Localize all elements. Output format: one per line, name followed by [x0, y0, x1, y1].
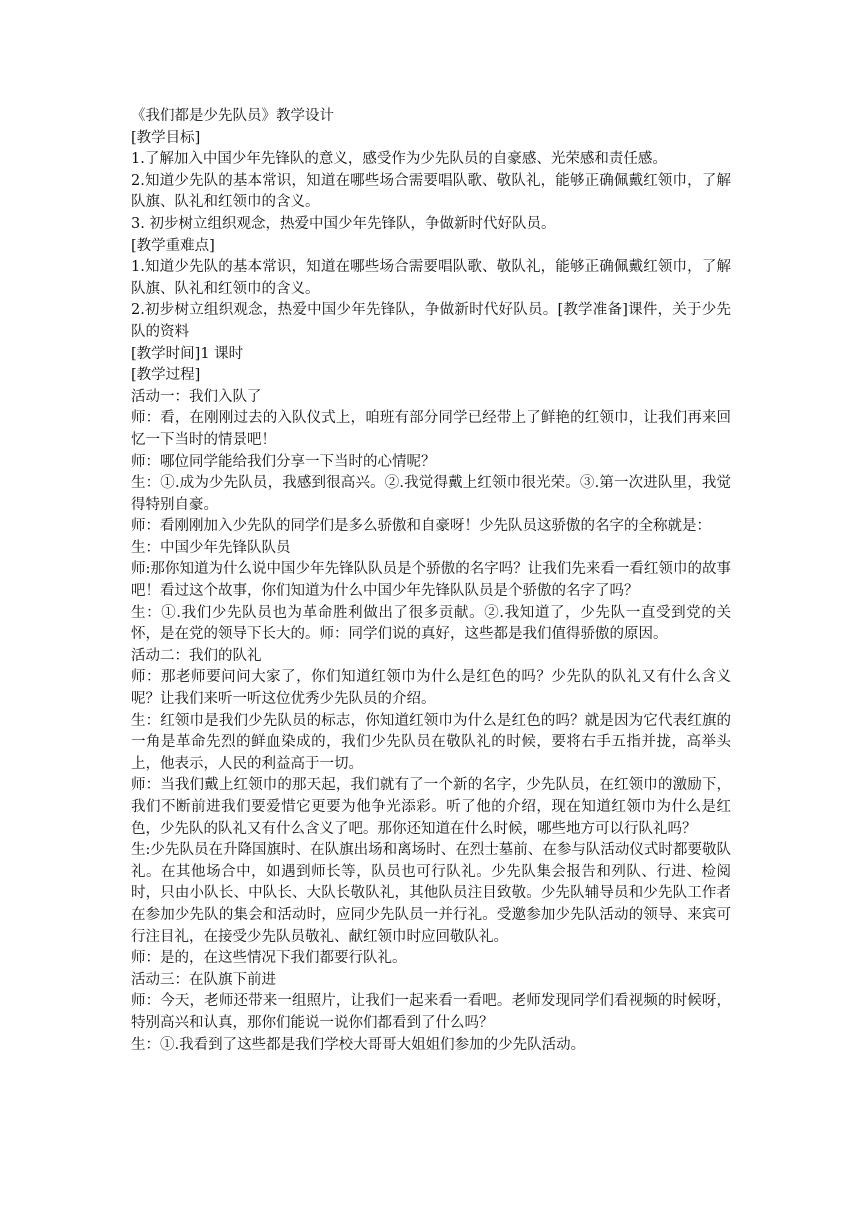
paragraph: 师：那老师要问问大家了，你们知道红领巾为什么是红色的吗？少先队的队礼又有什么含义呢？让我们来听一听这位优秀少先队员的介绍。: [131, 669, 731, 708]
paragraph: 师：看刚刚加入少先队的同学们是多么骄傲和自豪呀！少先队员这骄傲的名字的全称就是：: [131, 518, 711, 535]
paragraph: 生：①.成为少先队员，我感到很高兴。②.我觉得戴上红领巾很光荣。③.第一次进队里，我觉得特别自豪。: [131, 475, 731, 513]
paragraph: 师：当我们戴上红领巾的那天起，我们就有了一个新的名字，少先队员，在红领巾的激励下，我们不断前进我们要爱惜它更要为他争光添彩。听了他的介绍，现在知道红领巾为什么是红色，少先队的队礼又有什么含义了吧。那你还知道在什么时候，哪些地方可以行队礼吗？: [131, 777, 731, 837]
goal-item-1: 1.了解加入中国少年先锋队的意义，感受作为少先队员的自豪感、光荣感和责任感。: [131, 151, 667, 168]
section-heading-time: [教学时间]1 课时: [131, 345, 244, 362]
paragraph: 师：是的，在这些情况下我们都要行队礼。: [131, 950, 407, 967]
key-point-2: 2.初步树立组织观念，热爱中国少年先锋队，争做新时代好队员。[教学准备]课件，关于少先队的资料: [131, 302, 731, 340]
section-heading-process: [教学过程]: [131, 367, 201, 384]
paragraph: 生：①.我看到了这些都是我们学校大哥哥大姐姐们参加的少先队活动。: [131, 1036, 586, 1053]
paragraph: 师：今天，老师还带来一组照片，让我们一起来看一看吧。老师发现同学们看视频的时候呀，特别高兴和认真，那你们能说一说你们都看到了什么吗？: [131, 993, 731, 1031]
paragraph: 生:少先队员在升降国旗时、在队旗出场和离场时、在烈士墓前、在参与队活动仪式时都要敬队礼。在其他场合中，如遇到师长等，队员也可行队礼。少先队集会报告和列队、行进、检阅时，只由小队长、中队长、大队长敬队礼，其他队员注目致敬。少先队辅导员和少先队工作者在参加少先队的集会和活动时，应同少先队员一并行礼。受邀参加少先队活动的领导、来宾可行注目礼，在接受少先队员敬礼、献红领巾时应回敬队礼。: [131, 842, 731, 945]
goal-item-2: 2.知道少先队的基本常识，知道在哪些场合需要唱队歌、敬队礼，能够正确佩戴红领巾，了解队旗、队礼和红领巾的含义。: [131, 172, 731, 211]
section-heading-key-points: [教学重难点]: [131, 237, 215, 254]
activity-heading-3: 活动三：在队旗下前进: [131, 971, 276, 988]
goal-item-3: 3. 初步树立组织观念，热爱中国少年先锋队，争做新时代好队员。: [131, 215, 556, 232]
paragraph: 生：中国少年先锋队队员: [131, 539, 291, 556]
paragraph: 师:那你知道为什么说中国少年先锋队队员是个骄傲的名字吗？让我们先来看一看红领巾的故事吧！看过这个故事，你们知道为什么中国少年先锋队队员是个骄傲的名字了吗？: [131, 561, 731, 600]
paragraph: 生：红领巾是我们少先队员的标志，你知道红领巾为什么是红色的吗？就是因为它代表红旗的一角是革命先烈的鲜血染成的，我们少先队员在敬队礼的时候，要将右手五指并拢，高举头上，他表示，人民的利益高于一切。: [131, 712, 731, 772]
paragraph: 生：①.我们少先队员也为革命胜利做出了很多贡献。②.我知道了，少先队一直受到党的关怀，是在党的领导下长大的。师：同学们说的真好，这些都是我们值得骄傲的原因。: [131, 604, 731, 643]
document-title: 《我们都是少先队员》教学设计: [131, 108, 334, 124]
paragraph: 师：哪位同学能给我们分享一下当时的心情呢？: [131, 453, 436, 470]
paragraph: 师：看，在刚刚过去的入队仪式上，咱班有部分同学已经带上了鲜艳的红领巾，让我们再来回忆一下当时的情景吧！: [131, 410, 731, 448]
section-heading-goals: [教学目标]: [131, 129, 201, 146]
key-point-1: 1.知道少先队的基本常识，知道在哪些场合需要唱队歌、敬队礼，能够正确佩戴红领巾，了解队旗、队礼和红领巾的含义。: [131, 259, 731, 297]
activity-heading-2: 活动二：我们的队礼: [131, 647, 262, 664]
document-body: [131, 106, 731, 1056]
activity-heading-1: 活动一：我们入队了: [131, 388, 262, 405]
